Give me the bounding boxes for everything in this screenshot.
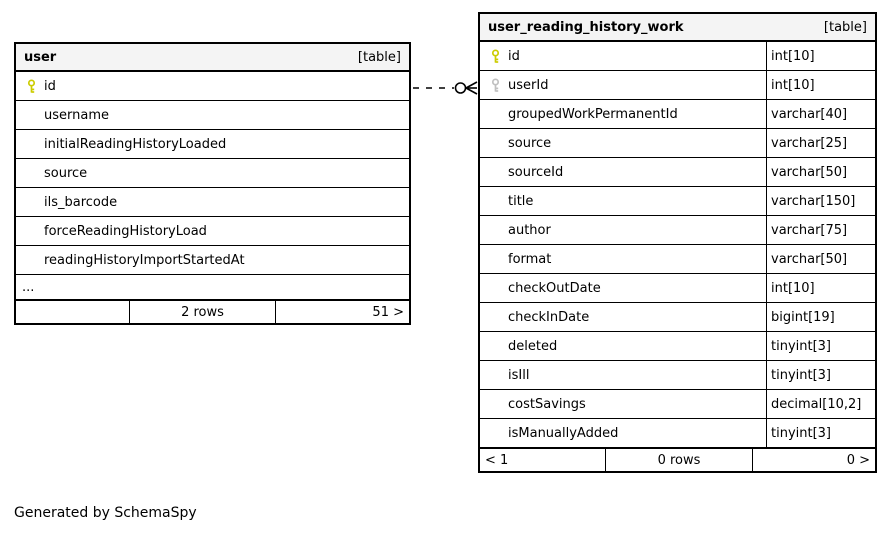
table-user-header: [16, 44, 409, 72]
table-urhw-footer: [480, 448, 875, 471]
column-row[interactable]: [16, 246, 409, 275]
column-row[interactable]: [480, 42, 875, 71]
column-type: decimal[10,2]: [766, 390, 875, 418]
table-user-reading-history-work: [478, 12, 877, 473]
table-title[interactable]: user_reading_history_work: [488, 19, 684, 35]
column-row[interactable]: [480, 158, 875, 187]
table-user: [14, 42, 411, 325]
generated-by-caption: Generated by SchemaSpy: [14, 505, 197, 521]
column-type: varchar[50]: [766, 245, 875, 273]
column-name: format: [508, 251, 552, 267]
column-name: checkOutDate: [508, 280, 601, 296]
column-name: checkInDate: [508, 309, 590, 325]
footer-row-count: 2 rows: [129, 301, 275, 323]
column-type: int[10]: [766, 42, 875, 70]
primary-key-icon: [25, 79, 38, 94]
table-user-footer: [16, 300, 409, 323]
column-row[interactable]: [480, 332, 875, 361]
column-type: int[10]: [766, 71, 875, 99]
table-user-rows: [16, 72, 409, 275]
column-type: varchar[150]: [766, 187, 875, 215]
table-tag: [table]: [357, 49, 401, 65]
column-type: tinyint[3]: [766, 332, 875, 360]
column-type: bigint[19]: [766, 303, 875, 331]
column-row[interactable]: [480, 303, 875, 332]
column-type: varchar[40]: [766, 100, 875, 128]
column-row[interactable]: [480, 361, 875, 390]
column-row[interactable]: [16, 72, 409, 101]
column-row[interactable]: [480, 245, 875, 274]
column-row[interactable]: [480, 390, 875, 419]
column-name: ils_barcode: [44, 194, 118, 210]
primary-key-icon: [489, 49, 502, 64]
column-name: costSavings: [508, 396, 586, 412]
zero-cardinality-circle: [456, 83, 466, 93]
ellipsis-row: ...: [16, 275, 409, 300]
column-row[interactable]: [16, 188, 409, 217]
column-row[interactable]: [480, 71, 875, 100]
table-tag: [table]: [823, 19, 867, 35]
column-type: varchar[75]: [766, 216, 875, 244]
table-urhw-rows: [480, 42, 875, 448]
column-name: initialReadingHistoryLoaded: [44, 136, 227, 152]
column-name: readingHistoryImportStartedAt: [44, 252, 245, 268]
column-row[interactable]: [480, 187, 875, 216]
crow-foot-icon: [466, 82, 477, 94]
column-name: groupedWorkPermanentId: [508, 106, 678, 122]
column-row[interactable]: [16, 130, 409, 159]
column-name: title: [508, 193, 534, 209]
footer-related-count[interactable]: 0 >: [752, 449, 875, 471]
column-name: isManuallyAdded: [508, 425, 619, 441]
footer-related-count[interactable]: 51 >: [275, 301, 409, 323]
column-row[interactable]: [480, 100, 875, 129]
footer-prev-count[interactable]: < 1: [485, 452, 509, 468]
column-row[interactable]: [480, 419, 875, 448]
table-urhw-header: [480, 14, 875, 42]
column-type: tinyint[3]: [766, 419, 875, 447]
column-name: forceReadingHistoryLoad: [44, 223, 207, 239]
column-name: userId: [508, 77, 549, 93]
foreign-key-icon: [489, 78, 502, 93]
column-row[interactable]: [16, 159, 409, 188]
column-row[interactable]: [480, 216, 875, 245]
column-row[interactable]: [16, 101, 409, 130]
column-type: int[10]: [766, 274, 875, 302]
column-row[interactable]: [480, 129, 875, 158]
column-name: deleted: [508, 338, 558, 354]
table-title[interactable]: user: [24, 49, 57, 65]
column-name: username: [44, 107, 109, 123]
column-type: varchar[25]: [766, 129, 875, 157]
column-name: sourceId: [508, 164, 564, 180]
column-type: tinyint[3]: [766, 361, 875, 389]
column-name: author: [508, 222, 551, 238]
column-name: id: [508, 48, 520, 64]
footer-left-cell: [16, 301, 129, 323]
column-name: source: [508, 135, 552, 151]
column-row[interactable]: [16, 217, 409, 246]
footer-row-count: 0 rows: [605, 449, 752, 471]
column-name: source: [44, 165, 88, 181]
column-row[interactable]: [480, 274, 875, 303]
column-name: isIll: [508, 367, 530, 383]
column-type: varchar[50]: [766, 158, 875, 186]
relationship-connector: [407, 74, 481, 102]
column-name: id: [44, 78, 56, 94]
